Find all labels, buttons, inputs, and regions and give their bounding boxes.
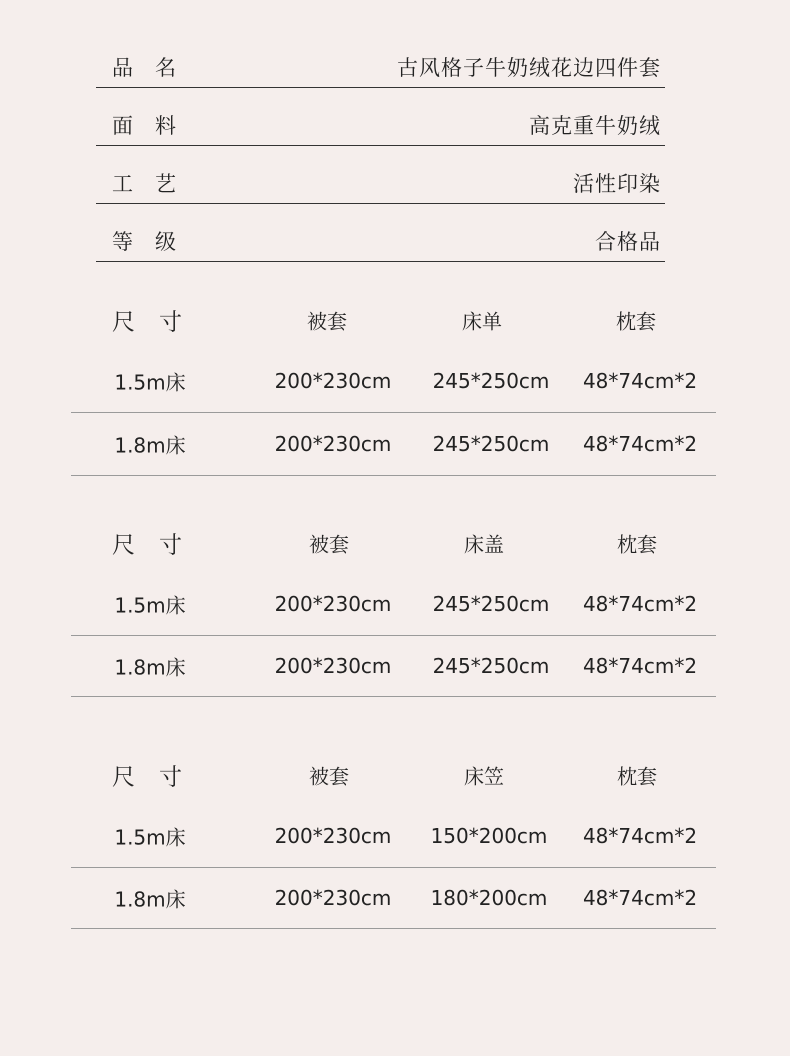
- row-pillowcase: 48*74cm*2: [582, 592, 698, 616]
- header-size: 尺寸: [112, 309, 206, 336]
- row-pillowcase: 48*74cm*2: [582, 886, 698, 910]
- info-label: 品名: [112, 56, 198, 80]
- size-table-fitted-sheet: [71, 745, 716, 929]
- info-value: 高克重牛奶绒: [529, 114, 661, 138]
- header-duvet-cover: 被套: [309, 532, 349, 557]
- table-row: [71, 868, 716, 929]
- header-duvet-cover: 被套: [307, 309, 347, 334]
- info-row-craft: [96, 146, 665, 204]
- header-duvet-cover: 被套: [309, 764, 349, 789]
- row-size: 1.8m床: [114, 433, 186, 458]
- row-duvet-cover: 200*230cm: [274, 369, 392, 393]
- info-label: 等级: [112, 230, 198, 254]
- row-size: 1.5m床: [114, 370, 186, 395]
- header-bedspread: 床盖: [464, 532, 504, 557]
- table-row: [71, 350, 716, 413]
- row-fitted-sheet: 150*200cm: [430, 824, 548, 848]
- table-row: [71, 805, 716, 868]
- row-duvet-cover: 200*230cm: [274, 654, 392, 678]
- row-pillowcase: 48*74cm*2: [582, 654, 698, 678]
- row-bed-sheet: 245*250cm: [432, 432, 550, 456]
- product-info: [96, 30, 665, 262]
- size-table-bedspread: [71, 513, 716, 697]
- table-row: [71, 636, 716, 697]
- info-value: 活性印染: [573, 172, 661, 196]
- row-size: 1.5m床: [114, 825, 186, 850]
- row-size: 1.5m床: [114, 593, 186, 618]
- size-table-sheet: [71, 290, 716, 476]
- info-value: 古风格子牛奶绒花边四件套: [397, 56, 661, 80]
- table-header: [71, 745, 716, 805]
- row-size: 1.8m床: [114, 887, 186, 912]
- row-bedspread: 245*250cm: [432, 592, 550, 616]
- header-pillowcase: 枕套: [616, 309, 656, 334]
- table-header: [71, 290, 716, 350]
- row-duvet-cover: 200*230cm: [274, 592, 392, 616]
- header-size: 尺寸: [112, 532, 206, 559]
- row-duvet-cover: 200*230cm: [274, 432, 392, 456]
- header-pillowcase: 枕套: [617, 764, 657, 789]
- header-size: 尺寸: [112, 764, 206, 791]
- row-size: 1.8m床: [114, 655, 186, 680]
- header-fitted-sheet: 床笠: [464, 764, 504, 789]
- table-row: [71, 573, 716, 636]
- info-label: 工艺: [112, 172, 198, 196]
- table-header: [71, 513, 716, 573]
- info-row-name: [96, 30, 665, 88]
- info-row-fabric: [96, 88, 665, 146]
- header-bed-sheet: 床单: [462, 309, 502, 334]
- info-value: 合格品: [595, 230, 661, 254]
- row-bedspread: 245*250cm: [432, 654, 550, 678]
- row-bed-sheet: 245*250cm: [432, 369, 550, 393]
- row-duvet-cover: 200*230cm: [274, 886, 392, 910]
- header-pillowcase: 枕套: [617, 532, 657, 557]
- table-row: [71, 413, 716, 476]
- row-pillowcase: 48*74cm*2: [582, 824, 698, 848]
- info-label: 面料: [112, 114, 198, 138]
- info-row-grade: [96, 204, 665, 262]
- row-duvet-cover: 200*230cm: [274, 824, 392, 848]
- row-pillowcase: 48*74cm*2: [582, 432, 698, 456]
- row-fitted-sheet: 180*200cm: [430, 886, 548, 910]
- row-pillowcase: 48*74cm*2: [582, 369, 698, 393]
